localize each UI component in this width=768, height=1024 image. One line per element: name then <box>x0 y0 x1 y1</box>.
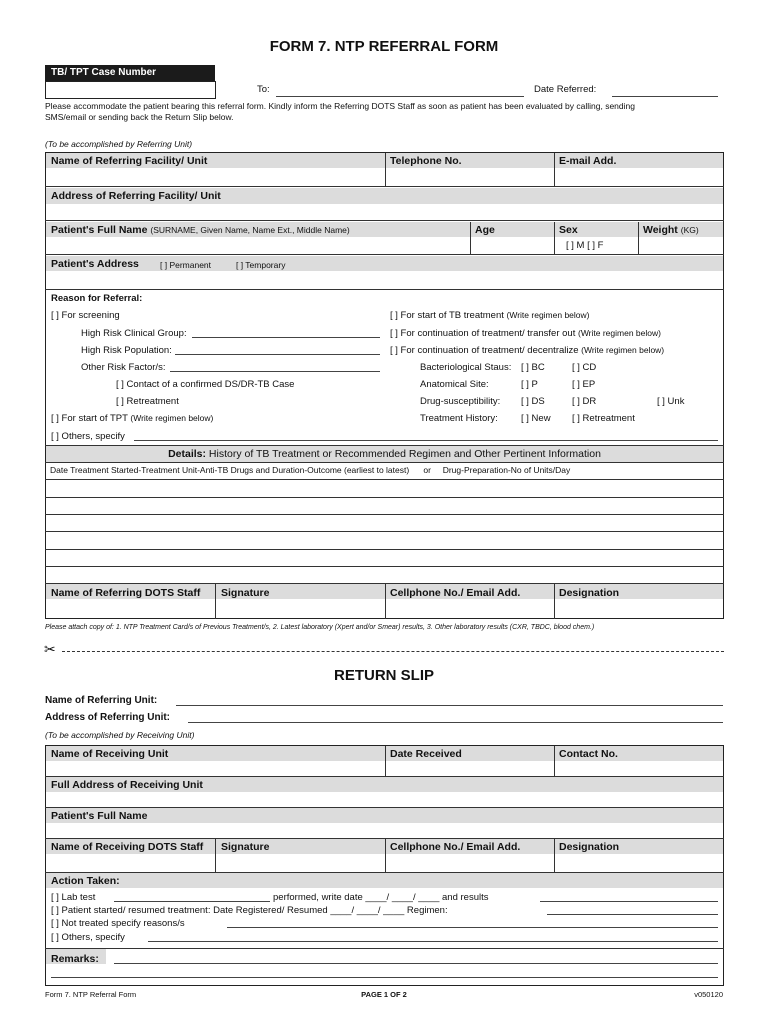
date-referred-label: Date Referred: <box>534 84 597 95</box>
start-tb-checkbox[interactable] <box>390 310 590 321</box>
patient-name-hint: (SURNAME, Given Name, Name Ext., Middle Name) <box>150 225 350 235</box>
referring-facility-label: Name of Referring Facility/ Unit <box>51 155 208 167</box>
patient-started-checkbox[interactable]: [ ] Patient started/ resumed treatment: Date Registered/ Resumed ____/ ____/ ____ Regimen: <box>51 905 448 916</box>
other-risk-field[interactable] <box>170 371 380 372</box>
case-number-header <box>45 65 215 81</box>
return-slip-title: RETURN SLIP <box>333 667 434 684</box>
action-others-field[interactable] <box>148 941 718 942</box>
patient-name-label-text: Patient's Full Name <box>51 224 148 236</box>
details-line[interactable] <box>45 566 724 567</box>
referring-address-label: Address of Referring Facility/ Unit <box>51 190 221 202</box>
age-label: Age <box>475 224 495 236</box>
referring-staff-label: Name of Referring DOTS Staff <box>51 587 201 599</box>
return-signature-label: Signature <box>221 841 270 853</box>
return-referring-address-label: Address of Referring Unit: <box>45 712 171 723</box>
full-address-label: Full Address of Receiving Unit <box>51 779 203 791</box>
lab-test-performed: performed, write date ____/ ____/ ____ and results <box>273 892 489 903</box>
form-title: FORM 7. NTP REFERRAL FORM <box>269 38 499 55</box>
screening-checkbox[interactable]: [ ] For screening <box>51 310 120 321</box>
start-tb-label: [ ] For start of TB treatment <box>390 310 504 321</box>
cellphone-input[interactable] <box>386 600 553 618</box>
attach-note: Please attach copy of: 1. NTP Treatment Card/s of Previous Treatment/s, 2. Latest laboratory (Xpert and/or Smear) results, 3. Other laboratory results (CXR, TBDC, blood chem.) <box>45 624 595 631</box>
return-cellphone-label: Cellphone No./ Email Add. <box>390 841 521 853</box>
anatomical-label: Anatomical Site: <box>420 379 489 390</box>
not-treated-checkbox[interactable]: [ ] Not treated specify reasons/s <box>51 918 185 929</box>
sex-label: Sex <box>559 224 578 236</box>
return-patient-name-label: Patient's Full Name <box>51 810 148 822</box>
return-referring-unit-field[interactable] <box>176 705 723 706</box>
scissors-icon: ✂ <box>44 641 56 657</box>
bacteriological-label: Bacteriological Staus: <box>420 362 512 373</box>
lab-test-field[interactable] <box>114 901 270 902</box>
continuation-transfer-hint: (Write regimen below) <box>577 328 661 338</box>
date-referred-field[interactable] <box>612 96 718 97</box>
accomplish-note: (To be accomplished by Referring Unit) <box>45 139 193 149</box>
details-heading <box>46 448 723 460</box>
receiving-unit-input[interactable] <box>46 761 384 775</box>
return-designation-input[interactable] <box>555 855 722 871</box>
unk-checkbox[interactable]: [ ] Unk <box>657 396 685 407</box>
patient-name-label <box>51 224 350 236</box>
contact-case-checkbox[interactable]: [ ] Contact of a confirmed DS/DR-TB Case <box>116 379 295 390</box>
return-patient-name-input[interactable] <box>46 823 723 837</box>
cd-checkbox[interactable]: [ ] CD <box>572 362 597 373</box>
details-line[interactable] <box>45 531 724 532</box>
weight-input[interactable] <box>639 237 722 254</box>
full-address-input[interactable] <box>46 792 723 806</box>
continuation-decentralize-checkbox[interactable] <box>390 345 664 356</box>
other-risk-label: Other Risk Factor/s: <box>81 362 166 373</box>
start-tpt-label: [ ] For start of TPT <box>51 413 128 424</box>
high-risk-clinical-field[interactable] <box>192 337 380 338</box>
patient-address-input[interactable] <box>46 271 723 288</box>
return-cellphone-input[interactable] <box>386 855 553 871</box>
email-label: E-mail Add. <box>559 155 617 167</box>
treatment-history-label: Treatment History: <box>420 413 498 424</box>
age-input[interactable] <box>471 237 553 254</box>
referring-address-input[interactable] <box>46 204 723 220</box>
continuation-transfer-label: [ ] For continuation of treatment/ transfer out <box>390 328 576 339</box>
designation-input[interactable] <box>555 600 722 618</box>
referring-staff-input[interactable] <box>46 600 214 618</box>
contact-input[interactable] <box>555 761 722 775</box>
email-input[interactable] <box>555 168 722 186</box>
cellphone-label: Cellphone No./ Email Add. <box>390 587 521 599</box>
receiving-staff-label: Name of Receiving DOTS Staff <box>51 841 204 853</box>
address-temporary-checkbox[interactable]: [ ] Temporary <box>236 260 286 270</box>
case-number-input[interactable] <box>45 81 216 99</box>
continuation-decentralize-label: [ ] For continuation of treatment/ decentralize <box>390 345 579 356</box>
action-taken-label: Action Taken: <box>51 875 120 887</box>
footer-left: Form 7. NTP Referral Form <box>45 990 137 999</box>
retreatment2-checkbox[interactable]: [ ] Retreatment <box>572 413 635 424</box>
weight-unit: (KG) <box>680 225 699 235</box>
to-field[interactable] <box>276 96 524 97</box>
patient-address-label: Patient's Address <box>51 258 139 270</box>
signature-input[interactable] <box>216 600 384 618</box>
details-subtitle: Date Treatment Started-Treatment Unit-Anti-TB Drugs and Duration-Outcome (earliest to latest) or Drug-Preparation-No of Units/Day <box>50 465 571 475</box>
telephone-label: Telephone No. <box>390 155 462 167</box>
designation-label: Designation <box>559 587 620 599</box>
footer-page: PAGE 1 OF 2 <box>361 990 407 999</box>
details-title: History of TB Treatment or Recommended Regimen and Other Pertinent Information <box>208 448 601 460</box>
date-received-label: Date Received <box>390 748 462 760</box>
drug-susceptibility-label: Drug-susceptibility: <box>420 396 501 407</box>
sex-options[interactable]: [ ] M [ ] F <box>566 240 604 251</box>
dr-checkbox[interactable]: [ ] DR <box>572 396 597 407</box>
bc-checkbox[interactable]: [ ] BC <box>521 362 545 373</box>
start-tpt-hint: (Write regimen below) <box>130 413 214 423</box>
remarks-field-2[interactable] <box>51 977 718 978</box>
continuation-transfer-checkbox[interactable] <box>390 328 661 339</box>
start-tpt-checkbox[interactable] <box>51 413 213 424</box>
lab-test-checkbox[interactable]: [ ] Lab test <box>51 892 96 903</box>
remarks-field[interactable] <box>114 963 718 964</box>
ds-checkbox[interactable]: [ ] DS <box>521 396 545 407</box>
regimen-field[interactable] <box>547 914 718 915</box>
high-risk-population-field[interactable] <box>175 354 380 355</box>
weight-label-text: Weight <box>643 224 678 236</box>
return-referring-address-field[interactable] <box>188 722 723 723</box>
lab-results-field[interactable] <box>540 901 718 902</box>
receiving-staff-input[interactable] <box>46 855 214 871</box>
high-risk-population-label: High Risk Population: <box>81 345 172 356</box>
start-tb-hint: (Write regimen below) <box>506 310 590 320</box>
date-received-input[interactable] <box>386 761 553 775</box>
patient-name-input[interactable] <box>46 237 469 254</box>
retreatment-checkbox[interactable]: [ ] Retreatment <box>116 396 179 407</box>
others-specify-checkbox[interactable]: [ ] Others, specify <box>51 431 125 442</box>
instructions-line1: Please accommodate the patient bearing this referral form. Kindly inform the Referring DOTS Staff as soon as patient has been evaluated by calling, sending <box>45 101 635 111</box>
cut-line <box>62 651 724 652</box>
return-accomplish-note: (To be accomplished by Receiving Unit) <box>45 730 195 740</box>
new-checkbox[interactable]: [ ] New <box>521 413 551 424</box>
continuation-decentralize-hint: (Write regimen below) <box>581 345 665 355</box>
address-permanent-checkbox[interactable]: [ ] Permanent <box>160 260 212 270</box>
ep-checkbox[interactable]: [ ] EP <box>572 379 596 390</box>
contact-label: Contact No. <box>559 748 618 760</box>
telephone-input[interactable] <box>386 168 553 186</box>
signature-label: Signature <box>221 587 270 599</box>
action-others-checkbox[interactable]: [ ] Others, specify <box>51 932 125 943</box>
high-risk-clinical-label: High Risk Clinical Group: <box>81 328 187 339</box>
others-specify-field[interactable] <box>134 440 718 441</box>
case-number-label: TB/ TPT Case Number <box>51 67 157 78</box>
weight-label <box>643 224 699 236</box>
instructions-line2: SMS/email or sending back the Return Slip below. <box>45 112 234 122</box>
return-signature-input[interactable] <box>216 855 384 871</box>
to-label: To: <box>257 84 270 95</box>
details-label: Details: <box>168 448 206 460</box>
return-designation-label: Designation <box>559 841 620 853</box>
p-checkbox[interactable]: [ ] P <box>521 379 538 390</box>
footer-version: v050120 <box>694 990 723 999</box>
details-line[interactable] <box>45 549 724 550</box>
receiving-unit-label: Name of Receiving Unit <box>51 748 169 760</box>
reason-label: Reason for Referral: <box>51 293 143 304</box>
details-line[interactable] <box>45 497 724 498</box>
details-line[interactable] <box>45 514 724 515</box>
remarks-label: Remarks: <box>51 953 99 965</box>
referring-facility-input[interactable] <box>46 168 384 186</box>
not-treated-field[interactable] <box>227 927 718 928</box>
return-referring-unit-label: Name of Referring Unit: <box>45 695 158 706</box>
